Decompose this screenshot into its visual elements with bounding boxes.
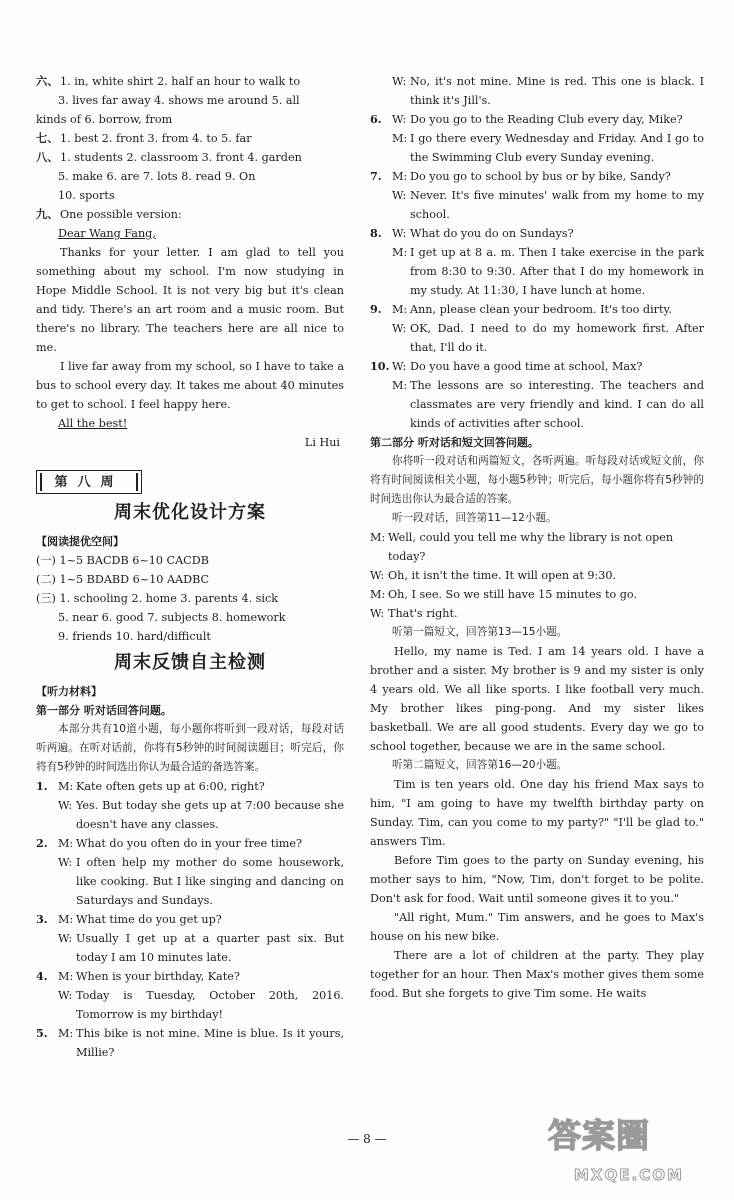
dialog-line: Oh, I see. So we still have 15 minutes to go. (388, 588, 638, 601)
letter-paragraph: I live far away from my school, so I have to take a bus to school every day. It takes me about 40 minutes to get to school. I feel happy here. (36, 360, 344, 411)
dialog-line: Never. It's five minutes' walk from my home to my school. (410, 189, 704, 221)
dialog-line: Today is Tuesday, October 20th, 2016. Tomorrow is my birthday! (76, 989, 344, 1021)
right-column (370, 72, 704, 1003)
conversation (370, 528, 704, 623)
letter-signature: Li Hui (304, 436, 340, 449)
section-label: 八、 (36, 150, 59, 164)
sub-instruction: 听第一篇短文，回答第13—15小题。 (392, 626, 568, 638)
passage-paragraph: Before Tim goes to the party on Sunday evening, his mother says to him, "Now, Tim, don't forget to be polite. Don't ask for food. Wait until someone gives it to you." (370, 854, 704, 905)
dialog-item (36, 910, 344, 967)
section-title: 周末反馈自主检测 (114, 652, 266, 673)
dialog-item (370, 224, 704, 300)
dialog-number: 4. (36, 969, 48, 983)
passage-paragraph: "All right, Mum." Tim answers, and he goes to Max's house on his new bike. (370, 911, 704, 943)
dialog-line: Do you go to school by bus or by bike, Sandy? (410, 170, 671, 183)
section-title: 周末优化设计方案 (114, 502, 266, 523)
speaker: W: (370, 607, 385, 620)
speaker: W: (392, 360, 407, 373)
answers-section-seven (36, 129, 344, 148)
dialog-number: 1. (36, 779, 48, 793)
speaker: W: (392, 227, 407, 240)
dialog-item (36, 834, 344, 910)
speaker: W: (370, 569, 385, 582)
dialog-line: That's right. (388, 607, 458, 620)
dialog-item (36, 777, 344, 834)
speaker: M: (58, 970, 74, 983)
dialog-number: 6. (370, 112, 382, 126)
dialog-number: 9. (370, 302, 382, 316)
part-heading: 第一部分 听对话回答问题。 (36, 704, 172, 717)
dialog-line: Usually I get up at a quarter past six. But today I am 10 minutes late. (76, 932, 344, 964)
dialog-line: OK, Dad. I need to do my homework first. After that, I'll do it. (410, 322, 704, 354)
part-instructions: 你将听一段对话和两篇短文，各听两遍。听每段对话或短文前，你将有时间阅读相关小题，每小题5秒钟；听完后，每小题你将有5秒钟的时间选出你认为最合适的答案。 (370, 455, 704, 505)
speaker: M: (58, 913, 74, 926)
answer-line: 1. best 2. front 3. from 4. to 5. far (60, 132, 252, 145)
answer-line: (三) 1. schooling 2. home 3. parents 4. sick (36, 592, 279, 605)
reading-heading: 【阅读提优空间】 (36, 535, 124, 548)
passage-paragraph: There are a lot of children at the party. They play together for an hour. Then Max's mother gives them some food. But she forgets to give Tim some. He waits (370, 949, 704, 1000)
dialog-line: Do you have a good time at school, Max? (410, 360, 643, 373)
answers-section-eight (36, 148, 344, 205)
speaker: M: (370, 588, 386, 601)
page-number: — 8 — (347, 1132, 387, 1146)
dialog-number: 5. (36, 1026, 48, 1040)
speaker: W: (58, 932, 73, 945)
dialog-line: What do you do on Sundays? (410, 227, 574, 240)
answer-line: 9. friends 10. hard/difficult (58, 630, 211, 643)
answer-line: 3. lives far away 4. shows me around 5. all (58, 94, 300, 107)
passage-paragraph: Hello, my name is Ted. I am 14 years old. I have a brother and a sister. My brother is 9 and my sister is only 4 years old. We all like sports. I like football very much. My brother likes ping-pong. And my sister likes basketball. We are all good students. Every day we go to school together, because we are in the same school. (370, 645, 704, 753)
dialog-continuation (370, 72, 704, 110)
dialog-number: 10. (370, 359, 390, 373)
part-instructions: 本部分共有10道小题，每小题你将听到一段对话，每段对话听两遍。在听对话前，你将有5秒钟的时间阅读题目；听完后，你将有5秒钟的时间选出你认为最合适的备选答案。 (36, 723, 344, 773)
listening-heading: 【听力材料】 (36, 685, 102, 698)
speaker: M: (392, 132, 408, 145)
section-label: 七、 (36, 131, 59, 145)
speaker: M: (58, 837, 74, 850)
dialog-line: Oh, it isn't the time. It will open at 9:30. (388, 569, 617, 582)
dialog-list (36, 777, 344, 1062)
dialog-number: 8. (370, 226, 382, 240)
answer-line: 5. make 6. are 7. lots 8. read 9. On (58, 170, 256, 183)
watermark-logo (544, 1116, 720, 1188)
dialog-line: I often help my mother do some housework, like cooking. But I like singing and dancing on Saturdays and Sundays. (76, 856, 344, 907)
dialog-line: Do you go to the Reading Club every day, Mike? (410, 113, 683, 126)
dialog-line: Yes. But today she gets up at 7:00 because she doesn't have any classes. (76, 799, 344, 831)
answer-line: kinds of 6. borrow, from (36, 113, 173, 126)
speaker: M: (58, 780, 74, 793)
sub-instruction: 听第二篇短文，回答第16—20小题。 (392, 759, 568, 771)
speaker: W: (392, 322, 407, 335)
letter-salutation: Dear Wang Fang, (58, 227, 156, 240)
answer-line: 10. sports (58, 189, 115, 202)
answers-section-nine (36, 205, 344, 452)
week-label-box: 第八周 (36, 470, 142, 494)
dialog-item (36, 1024, 344, 1062)
dialog-number: 3. (36, 912, 48, 926)
left-column (36, 72, 344, 1062)
dialog-number: 7. (370, 169, 382, 183)
version-intro: One possible version: (60, 208, 182, 221)
speaker: M: (392, 170, 408, 183)
answer-line: 1. in, white shirt 2. half an hour to walk to (60, 75, 301, 88)
speaker: W: (58, 856, 73, 869)
speaker: W: (58, 799, 73, 812)
dialog-line: Kate often gets up at 6:00, right? (76, 780, 265, 793)
answer-line: 5. near 6. good 7. subjects 8. homework (58, 611, 286, 624)
section-label: 六、 (36, 74, 59, 88)
passage-paragraph: Tim is ten years old. One day his friend Max says to him, "I am going to have my twelfth birthday party on Sunday. Tim, can you come to my party?" "I'll be glad to." answers Tim. (370, 778, 704, 848)
dialog-line: This bike is not mine. Mine is blue. Is it yours, Millie? (76, 1027, 344, 1059)
dialog-line: What do you often do in your free time? (76, 837, 302, 850)
dialog-item (370, 357, 704, 433)
dialog-line: Well, could you tell me why the library is not open today? (388, 531, 674, 563)
speaker: W: (392, 113, 407, 126)
watermark-text: 答案圈 (548, 1116, 650, 1155)
dialog-item (370, 300, 704, 357)
sub-instruction: 听一段对话，回答第11—12小题。 (392, 512, 557, 524)
speaker: M: (58, 1027, 74, 1040)
dialog-line: When is your birthday, Kate? (76, 970, 240, 983)
section-label: 九、 (36, 207, 59, 221)
answers-section-six (36, 72, 344, 129)
part-heading: 第二部分 听对话和短文回答问题。 (370, 436, 539, 449)
speaker: M: (370, 531, 386, 544)
dialog-item (370, 167, 704, 224)
speaker: M: (392, 303, 408, 316)
reading-answers (36, 551, 344, 646)
watermark-url: MXQE.COM (574, 1166, 684, 1184)
answer-line: 1. students 2. classroom 3. front 4. garden (60, 151, 302, 164)
dialog-line: The lessons are so interesting. The teachers and classmates are very friendly and kind. I can do all kinds of activities after school. (410, 379, 704, 430)
dialog-line: What time do you get up? (76, 913, 222, 926)
answer-line: (一) 1~5 BACDB 6~10 CACDB (36, 554, 209, 567)
dialog-line: No, it's not mine. Mine is red. This one is black. I think it's Jill's. (410, 75, 704, 107)
speaker: M: (392, 246, 408, 259)
dialog-line: I get up at 8 a. m. Then I take exercise in the park from 8:30 to 9:30. After that I do my homework in my study. At 11:30, I have lunch at home. (410, 246, 704, 297)
speaker: W: (392, 75, 407, 88)
speaker: W: (392, 189, 407, 202)
answer-line: (二) 1~5 BDABD 6~10 AADBC (36, 573, 210, 586)
dialog-line: Ann, please clean your bedroom. It's too dirty. (410, 303, 672, 316)
dialog-line: I go there every Wednesday and Friday. And I go to the Swimming Club every Sunday evening. (410, 132, 704, 164)
letter-closing: All the best! (58, 417, 128, 430)
dialog-number: 2. (36, 836, 48, 850)
dialog-item (36, 967, 344, 1024)
speaker: W: (58, 989, 73, 1002)
speaker: M: (392, 379, 408, 392)
dialog-item (370, 110, 704, 167)
letter-paragraph: Thanks for your letter. I am glad to tell you something about my school. I'm now studying in Hope Middle School. It is not very big but it's clean and tidy. There's an art room and a music room. But there's no library. The teachers here are all nice to me. (36, 246, 344, 354)
